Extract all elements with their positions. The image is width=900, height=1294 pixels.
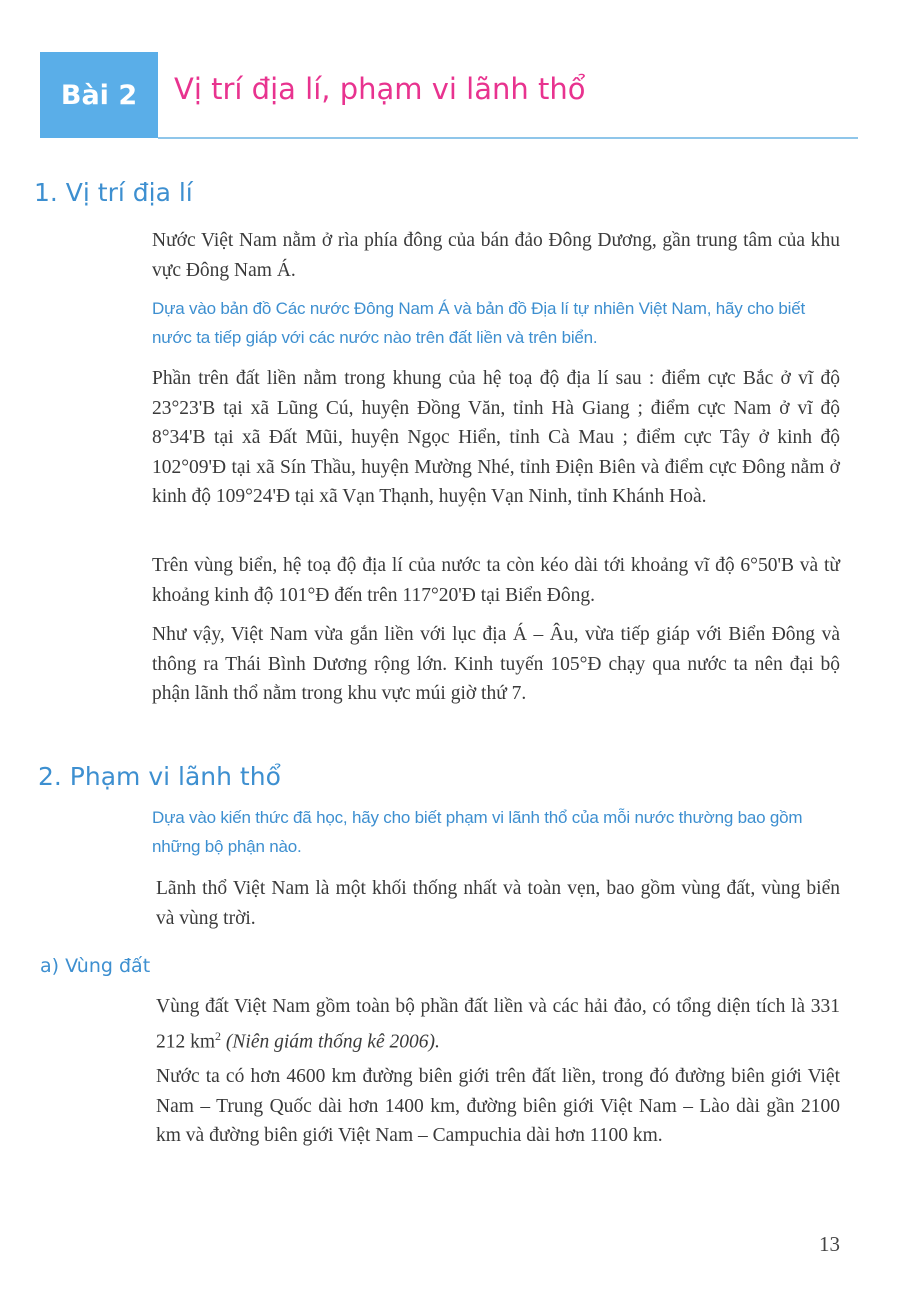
area-unit-superscript: 2 [215, 1028, 222, 1043]
subsection-a-paragraph-1 [156, 992, 840, 1057]
area-citation: (Niên giám thống kê 2006). [225, 1031, 440, 1052]
section-2-paragraph-1: Lãnh thổ Việt Nam là một khối thống nhất và toàn vẹn, bao gồm vùng đất, vùng biển và vùng trời. [156, 878, 840, 929]
lesson-title: Vị trí địa lí, phạm vi lãnh thổ [174, 72, 586, 106]
section-1-paragraph-3: Trên vùng biển, hệ toạ độ địa lí của nước ta còn kéo dài tới khoảng vĩ độ 6°50'B và từ khoảng kinh độ 101°Đ đến trên 117°20'Đ tại Biển Đông. [152, 555, 840, 606]
title-divider [158, 137, 858, 139]
subsection-a-paragraph-2: Nước ta có hơn 4600 km đường biên giới trên đất liền, trong đó đường biên giới Việt Nam – Trung Quốc dài hơn 1400 km, đường biên giới Việt Nam – Lào dài gần 2100 km và đường biên giới Việt Nam – Campuchia dài hơn 1100 km. [156, 1066, 840, 1146]
page-number: 13 [819, 1232, 840, 1256]
lesson-badge [40, 52, 158, 138]
section-2-heading: 2. Phạm vi lãnh thổ [38, 762, 281, 791]
subsection-a-heading: a) Vùng đất [40, 955, 151, 977]
section-1-question: Dựa vào bản đồ Các nước Đông Nam Á và bản đồ Địa lí tự nhiên Việt Nam, hãy cho biết nước ta tiếp giáp với các nước nào trên đất liền và trên biển. [152, 299, 806, 347]
area-text: Vùng đất Việt Nam gồm toàn bộ phần đất liền và các hải đảo, có tổng diện tích là 331 212 km [156, 996, 840, 1052]
section-1-paragraph-2: Phần trên đất liền nằm trong khung của hệ toạ độ địa lí sau : điểm cực Bắc ở vĩ độ 23°23'B tại xã Lũng Cú, huyện Đồng Văn, tỉnh Hà Giang ; điểm cực Nam ở vĩ độ 8°34'B tại xã Đất Mũi, huyện Ngọc Hiển, tỉnh Cà Mau ; điểm cực Tây ở kinh độ 102°09'Đ tại xã Sín Thầu, huyện Mường Nhé, tỉnh Điện Biên và điểm cực Đông nằm ở kinh độ 109°24'Đ tại xã Vạn Thạnh, huyện Vạn Ninh, tỉnh Khánh Hoà. [152, 368, 840, 507]
section-1-heading: 1. Vị trí địa lí [34, 178, 193, 207]
section-1-paragraph-4: Như vậy, Việt Nam vừa gắn liền với lục địa Á – Âu, vừa tiếp giáp với Biển Đông và thông ra Thái Bình Dương rộng lớn. Kinh tuyến 105°Đ chạy qua nước ta nên đại bộ phận lãnh thổ nằm trong khu vực múi giờ thứ 7. [152, 624, 840, 704]
section-2-question: Dựa vào kiến thức đã học, hãy cho biết phạm vi lãnh thổ của mỗi nước thường bao gồm những bộ phận nào. [152, 808, 803, 856]
lesson-label: Bài 2 [60, 79, 138, 111]
section-1-paragraph-1: Nước Việt Nam nằm ở rìa phía đông của bán đảo Đông Dương, gần trung tâm của khu vực Đông Nam Á. [152, 230, 840, 281]
